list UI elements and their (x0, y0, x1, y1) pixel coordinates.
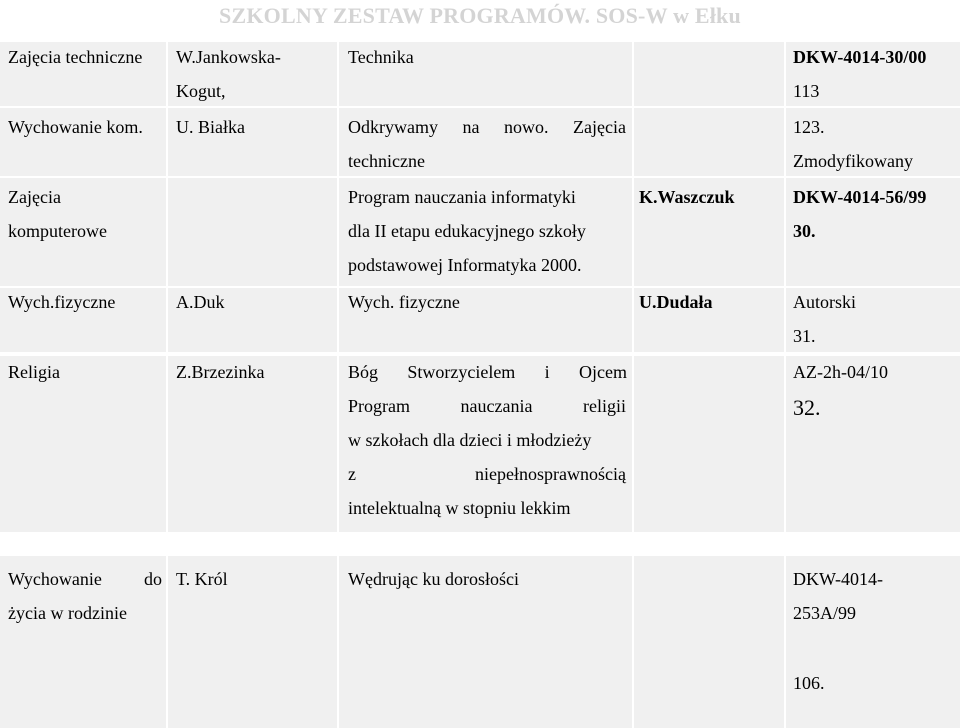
word: Program (348, 396, 410, 416)
author-cell: K.Waszczuk (639, 187, 735, 207)
word: na (462, 117, 480, 137)
number-cell: DKW-4014-30/00 (793, 47, 927, 67)
program-cell: Technika (348, 47, 414, 67)
col-divider-3 (632, 42, 634, 728)
word: z (348, 464, 356, 484)
program-cell-line (348, 464, 626, 484)
word: Ojcem (578, 362, 627, 382)
col-divider-4 (784, 42, 786, 728)
program-cell-line (348, 362, 627, 382)
subject-cell: Zajęcia (8, 187, 61, 207)
subject-cell-cont: życia w rodzinie (8, 603, 127, 623)
number-cell-cont: 253A/99 (793, 603, 856, 623)
word: niepełnosprawnością (475, 464, 626, 484)
teacher-cell-cont: Kogut, (176, 81, 226, 101)
number-cell: AZ-2h-04/10 (793, 362, 888, 382)
number-cell-cont: 113 (793, 81, 820, 101)
word: i (544, 362, 550, 382)
word: Bóg (348, 362, 379, 382)
teacher-cell: T. Król (176, 569, 228, 589)
word: Stworzycielem (407, 362, 516, 382)
subject-cell: Wych.fizyczne (8, 292, 116, 312)
author-cell: U.Dudała (639, 292, 713, 312)
word: Odkrywamy (348, 117, 438, 137)
word: nowo. (504, 117, 549, 137)
teacher-cell: Z.Brzezinka (176, 362, 265, 382)
word: Wychowanie (8, 569, 102, 589)
subject-cell: Zajęcia techniczne (8, 47, 143, 67)
word: Zajęcia (573, 117, 626, 137)
program-cell-cont: dla II etapu edukacyjnego szkoły (348, 221, 586, 241)
teacher-cell: W.Jankowska- (176, 47, 281, 67)
number-cell-cont: 106. (793, 673, 825, 693)
teacher-cell: A.Duk (176, 292, 225, 312)
subject-cell-cont: komputerowe (8, 221, 107, 241)
word: religii (582, 396, 626, 416)
number-cell: DKW-4014-56/99 (793, 187, 927, 207)
word: do (144, 569, 162, 589)
number-cell-cont: 32. (793, 395, 821, 420)
program-cell-cont: podstawowej Informatyka 2000. (348, 255, 582, 275)
number-cell: 123. (793, 117, 825, 137)
subject-cell: Wychowanie kom. (8, 117, 143, 137)
program-cell-cont: techniczne (348, 151, 425, 171)
program-cell: Program nauczania informatyki (348, 187, 576, 207)
program-cell-line (348, 117, 626, 137)
number-cell: Autorski (793, 292, 856, 312)
col-divider-2 (337, 42, 339, 728)
word: nauczania (460, 396, 533, 416)
program-cell: Wędrując ku dorosłości (348, 569, 519, 589)
program-cell-line (348, 396, 626, 416)
program-cell-cont: w szkołach dla dzieci i młodzieży (348, 430, 592, 450)
program-cell-cont: intelektualną w stopniu lekkim (348, 498, 571, 518)
document-header: SZKOLNY ZESTAW PROGRAMÓW. SOS-W w Ełku (219, 3, 741, 28)
number-cell-cont: 30. (793, 221, 816, 241)
number-cell: DKW-4014- (793, 569, 883, 589)
subject-cell-line (8, 569, 162, 589)
subject-cell: Religia (8, 362, 60, 382)
number-cell-cont: Zmodyfikowany (793, 151, 913, 171)
col-divider-1 (166, 42, 168, 728)
number-cell-cont: 31. (793, 326, 816, 346)
program-cell: Wych. fizyczne (348, 292, 460, 312)
teacher-cell: U. Białka (176, 117, 245, 137)
